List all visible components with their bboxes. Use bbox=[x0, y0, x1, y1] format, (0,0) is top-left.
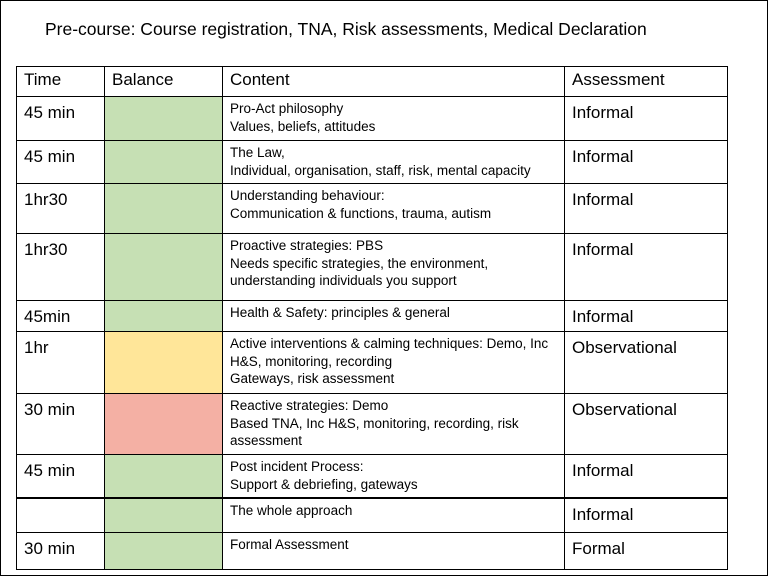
assessment-cell: Observational bbox=[565, 394, 728, 455]
table-row bbox=[17, 184, 728, 234]
table-row bbox=[17, 141, 728, 184]
content-cell bbox=[223, 533, 565, 570]
balance-cell bbox=[105, 455, 223, 498]
table-row bbox=[17, 533, 728, 570]
content-cell bbox=[223, 141, 565, 184]
content-line: Formal Assessment bbox=[230, 537, 349, 552]
header-time: Time bbox=[17, 67, 105, 97]
balance-cell bbox=[105, 234, 223, 301]
content-line: Individual, organisation, staff, risk, mental capacity bbox=[230, 162, 531, 178]
content-line: Understanding behaviour: bbox=[230, 188, 385, 203]
content-line: The Law, bbox=[230, 145, 285, 160]
table-row bbox=[17, 394, 728, 455]
content-line: understanding individuals you support bbox=[230, 273, 457, 289]
header-row bbox=[17, 67, 728, 97]
balance-cell bbox=[105, 498, 223, 533]
header-balance: Balance bbox=[105, 67, 223, 97]
table-row bbox=[17, 301, 728, 332]
time-cell: 45 min bbox=[17, 97, 105, 141]
balance-cell bbox=[105, 332, 223, 394]
time-cell: 45min bbox=[17, 301, 105, 332]
content-line: H&S, monitoring, recording bbox=[230, 353, 393, 369]
time-cell: 30 min bbox=[17, 533, 105, 570]
balance-cell bbox=[105, 184, 223, 234]
schedule-body bbox=[17, 97, 728, 570]
assessment-cell: Informal bbox=[565, 184, 728, 234]
content-cell bbox=[223, 234, 565, 301]
balance-cell bbox=[105, 533, 223, 570]
content-cell bbox=[223, 301, 565, 332]
table-row bbox=[17, 498, 728, 533]
time-cell: 1hr30 bbox=[17, 234, 105, 301]
content-line: Post incident Process: bbox=[230, 459, 364, 474]
content-line: Active interventions & calming techniques: Demo, Inc bbox=[230, 336, 549, 351]
content-line: Reactive strategies: Demo bbox=[230, 398, 389, 413]
content-line: Health & Safety: principles & general bbox=[230, 305, 450, 320]
content-line: Proactive strategies: PBS bbox=[230, 238, 384, 253]
content-line: Gateways, risk assessment bbox=[230, 371, 395, 387]
time-cell: 1hr30 bbox=[17, 184, 105, 234]
content-line: assessment bbox=[230, 433, 303, 449]
content-cell bbox=[223, 455, 565, 498]
table-row bbox=[17, 332, 728, 394]
assessment-cell: Formal bbox=[565, 533, 728, 570]
time-cell: 45 min bbox=[17, 455, 105, 498]
balance-cell bbox=[105, 301, 223, 332]
assessment-cell: Informal bbox=[565, 498, 728, 533]
time-cell: 30 min bbox=[17, 394, 105, 455]
content-line: Pro-Act philosophy bbox=[230, 101, 344, 116]
content-cell bbox=[223, 184, 565, 234]
assessment-cell: Informal bbox=[565, 141, 728, 184]
content-line: Values, beliefs, attitudes bbox=[230, 118, 376, 134]
content-line: Based TNA, Inc H&S, monitoring, recording, risk bbox=[230, 415, 519, 431]
balance-cell bbox=[105, 97, 223, 141]
table-row bbox=[17, 97, 728, 141]
time-cell: 1hr bbox=[17, 332, 105, 394]
page-title: Pre-course: Course registration, TNA, Risk assessments, Medical Declaration bbox=[45, 19, 647, 39]
content-cell bbox=[223, 97, 565, 141]
header-assessment: Assessment bbox=[565, 67, 728, 97]
assessment-cell: Informal bbox=[565, 301, 728, 332]
schedule-table bbox=[16, 66, 728, 570]
balance-cell bbox=[105, 394, 223, 455]
time-cell bbox=[17, 498, 105, 533]
content-cell bbox=[223, 498, 565, 533]
assessment-cell: Informal bbox=[565, 234, 728, 301]
assessment-cell: Informal bbox=[565, 455, 728, 498]
table-row bbox=[17, 234, 728, 301]
table-row bbox=[17, 455, 728, 498]
time-cell: 45 min bbox=[17, 141, 105, 184]
content-line: Communication & functions, trauma, autism bbox=[230, 205, 492, 221]
content-line: Needs specific strategies, the environment, bbox=[230, 255, 489, 271]
assessment-cell: Informal bbox=[565, 97, 728, 141]
header-content: Content bbox=[223, 67, 565, 97]
content-cell bbox=[223, 332, 565, 394]
content-line: The whole approach bbox=[230, 502, 353, 518]
assessment-cell: Observational bbox=[565, 332, 728, 394]
content-cell bbox=[223, 394, 565, 455]
balance-cell bbox=[105, 141, 223, 184]
content-line: Support & debriefing, gateways bbox=[230, 476, 418, 492]
